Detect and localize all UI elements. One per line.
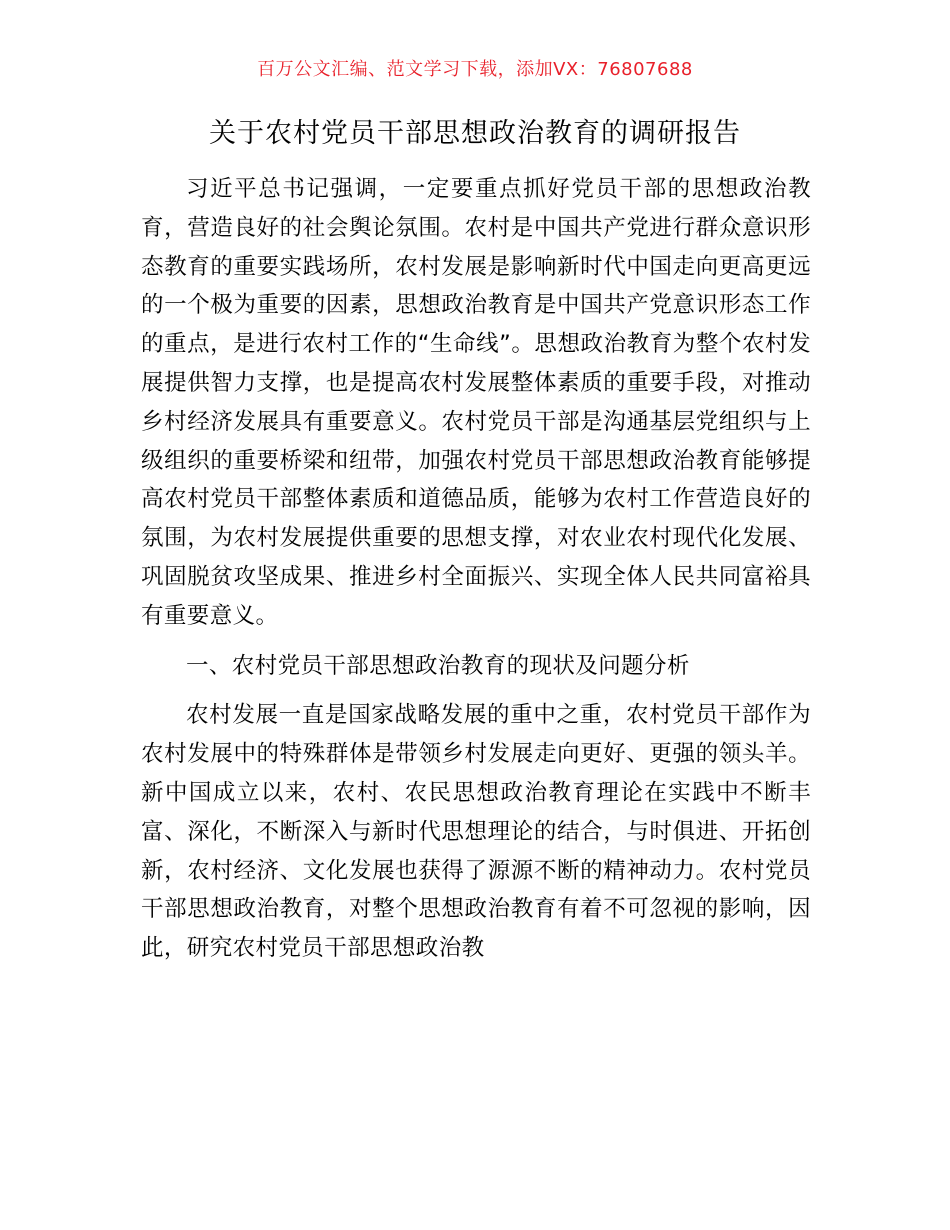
header-banner: 百万公文汇编、范文学习下载，添加VX：76807688 [257,59,693,80]
intro-paragraph: 习近平总书记强调，一定要重点抓好党员干部的思想政治教育，营造良好的社会舆论氛围。农村是中国共产党进行群众意识形态教育的重要实践场所，农村发展是影响新时代中国走向更高更远的一个极为重要的因素，思想政治教育是中国共产党意识形态工作的重点，是进行农村工作的“生命线”。思想政治教育为整个农村发展提供智力支撑，也是提高农村发展整体素质的重要手段，对推动乡村经济发展具有重要意义。农村党员干部是沟通基层党组织与上级组织的重要桥梁和纽带，加强农村党员干部思想政治教育能够提高农村党员干部整体素质和道德品质，能够为农村工作营造良好的氛围，为农村发展提供重要的思想支撑，对农业农村现代化发展、巩固脱贫攻坚成果、推进乡村全面振兴、实现全体人民共同富裕具有重要意义。 [141,176,811,629]
section-paragraph: 农村发展一直是国家战略发展的重中之重，农村党员干部作为农村发展中的特殊群体是带领乡村发展走向更好、更强的领头羊。新中国成立以来，农村、农民思想政治教育理论在实践中不断丰富、深化，不断深入与新时代思想理论的结合，与时俱进、开拓创新，农村经济、文化发展也获得了源源不断的精神动力。农村党员干部思想政治教育，对整个思想政治教育有着不可忽视的影响，因此，研究农村党员干部思想政治教 [141,702,811,962]
document-body [141,170,811,968]
section-heading: 一、农村党员干部思想政治教育的现状及问题分析 [186,652,690,679]
document-title: 关于农村党员干部思想政治教育的调研报告 [209,118,741,149]
